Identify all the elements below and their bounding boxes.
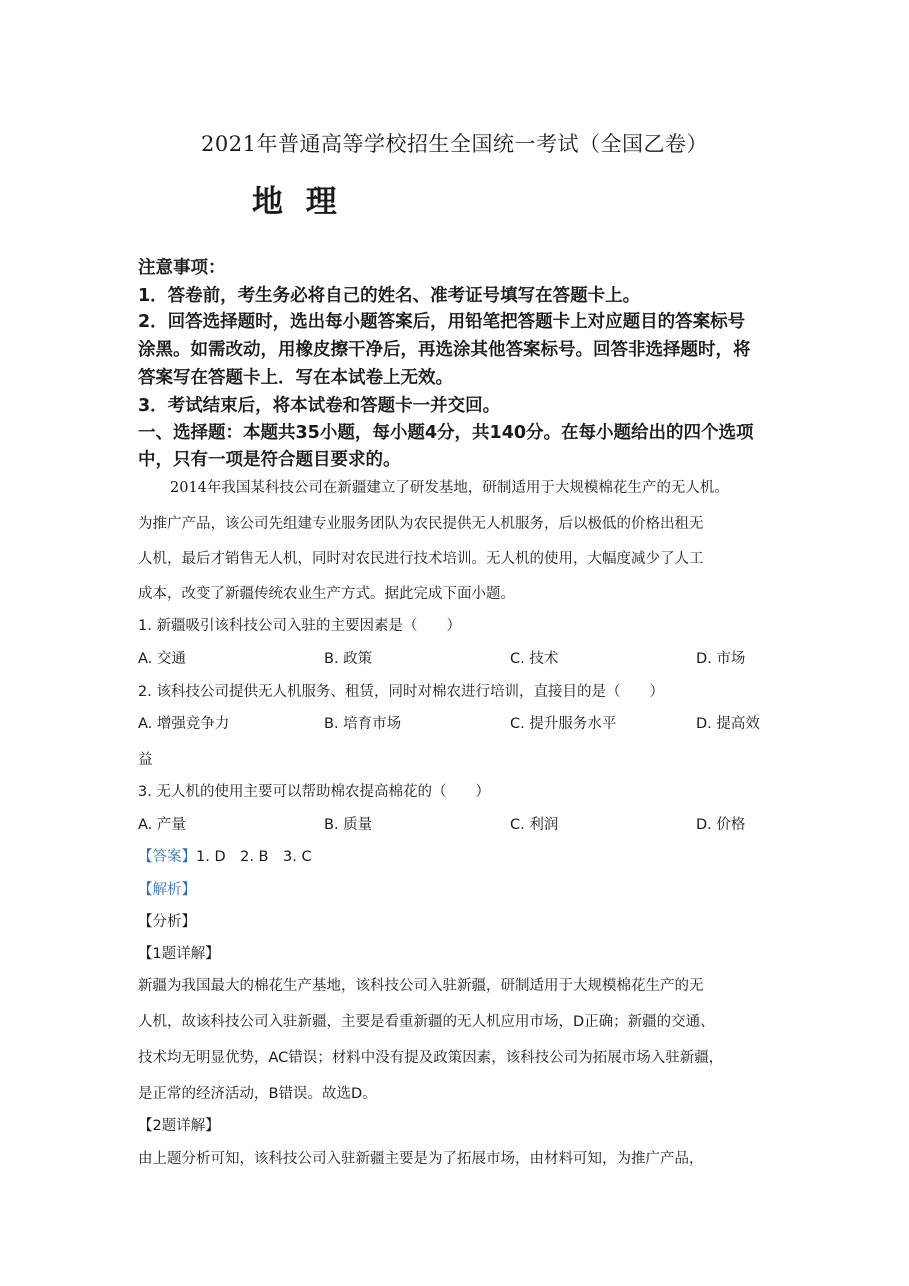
passage-line-4: 成本，改变了新疆传统农业生产方式。据此完成下面小题。 xyxy=(138,586,515,602)
note-2a: 2．回答选择题时，选出每小题答案后，用铅笔把答题卡上对应题目的答案标号 xyxy=(138,312,746,332)
question-3-option-b: B. 质量 xyxy=(324,817,373,833)
q2-detail-label: 【2题详解】 xyxy=(138,1118,220,1134)
question-1-option-b: B. 政策 xyxy=(324,651,373,667)
answer-line xyxy=(138,845,312,866)
answer-label: 【答案】 xyxy=(138,849,196,865)
passage-line-3: 人机，最后才销售无人机，同时对农民进行技术培训。无人机的使用，大幅度减少了人工 xyxy=(138,551,704,567)
passage-line-2: 为推广产品，该公司先组建专业服务团队为农民提供无人机服务，后以极低的价格出租无 xyxy=(138,516,704,532)
note-2b: 涂黑。如需改动，用橡皮擦干净后，再选涂其他答案标号。回答非选择题时，将 xyxy=(138,340,751,360)
fenxi-label: 【分析】 xyxy=(138,914,196,930)
question-1-stem: 1. 新疆吸引该科技公司入驻的主要因素是（ ） xyxy=(138,618,461,634)
q1-detail-line-3: 技术均无明显优势，AC错误；材料中没有提及政策因素，该科技公司为拓展市场入驻新疆， xyxy=(138,1050,724,1066)
passage-line-1: 2014年我国某科技公司在新疆建立了研发基地，研制适用于大规模棉花生产的无人机。 xyxy=(170,480,729,496)
note-2c: 答案写在答题卡上．写在本试卷上无效。 xyxy=(138,368,453,388)
note-3: 3．考试结束后，将本试卷和答题卡一并交回。 xyxy=(138,396,501,416)
q1-detail-label: 【1题详解】 xyxy=(138,946,220,962)
notes-heading: 注意事项： xyxy=(138,258,226,278)
question-3-option-d: D. 价格 xyxy=(696,817,746,833)
question-3-option-a: A. 产量 xyxy=(138,817,186,833)
exam-title: 2021年普通高等学校招生全国统一考试（全国乙卷） xyxy=(201,132,708,156)
question-1-option-d: D. 市场 xyxy=(696,651,746,667)
question-3-option-c: C. 利润 xyxy=(510,817,559,833)
question-2-option-c: C. 提升服务水平 xyxy=(510,716,617,732)
question-2-option-b: B. 培育市场 xyxy=(324,716,402,732)
q2-detail-line-1: 由上题分析可知，该科技公司入驻新疆主要是为了拓展市场，由材料可知，为推广产品， xyxy=(138,1151,704,1167)
question-2-option-d: D. 提高效 xyxy=(696,716,760,732)
note-1: 1．答卷前，考生务必将自己的姓名、准考证号填写在答题卡上。 xyxy=(138,286,641,306)
question-2-stem: 2. 该科技公司提供无人机服务、租赁，同时对棉农进行培训，直接目的是（ ） xyxy=(138,684,664,700)
subject-title: 地 理 xyxy=(252,184,343,220)
question-2-option-a: A. 增强竞争力 xyxy=(138,716,230,732)
section-heading-2: 中，只有一项是符合题目要求的。 xyxy=(138,450,401,470)
q1-detail-line-4: 是正常的经济活动，B错误。故选D。 xyxy=(138,1086,377,1102)
question-2-option-d-cont: 益 xyxy=(138,752,153,768)
q1-detail-line-2: 人机，故该科技公司入驻新疆，主要是看重新疆的无人机应用市场，D正确；新疆的交通、 xyxy=(138,1014,715,1030)
section-heading-1: 一、选择题：本题共35小题，每小题4分，共140分。在每小题给出的四个选项 xyxy=(138,423,754,443)
answer-text: 1. D 2. B 3. C xyxy=(196,849,312,865)
question-1-option-c: C. 技术 xyxy=(510,651,559,667)
analysis-label: 【解析】 xyxy=(138,882,196,898)
q1-detail-line-1: 新疆为我国最大的棉花生产基地，该科技公司入驻新疆，研制适用于大规模棉花生产的无 xyxy=(138,978,704,994)
question-1-option-a: A. 交通 xyxy=(138,651,186,667)
question-3-stem: 3. 无人机的使用主要可以帮助棉农提高棉花的（ ） xyxy=(138,784,490,800)
